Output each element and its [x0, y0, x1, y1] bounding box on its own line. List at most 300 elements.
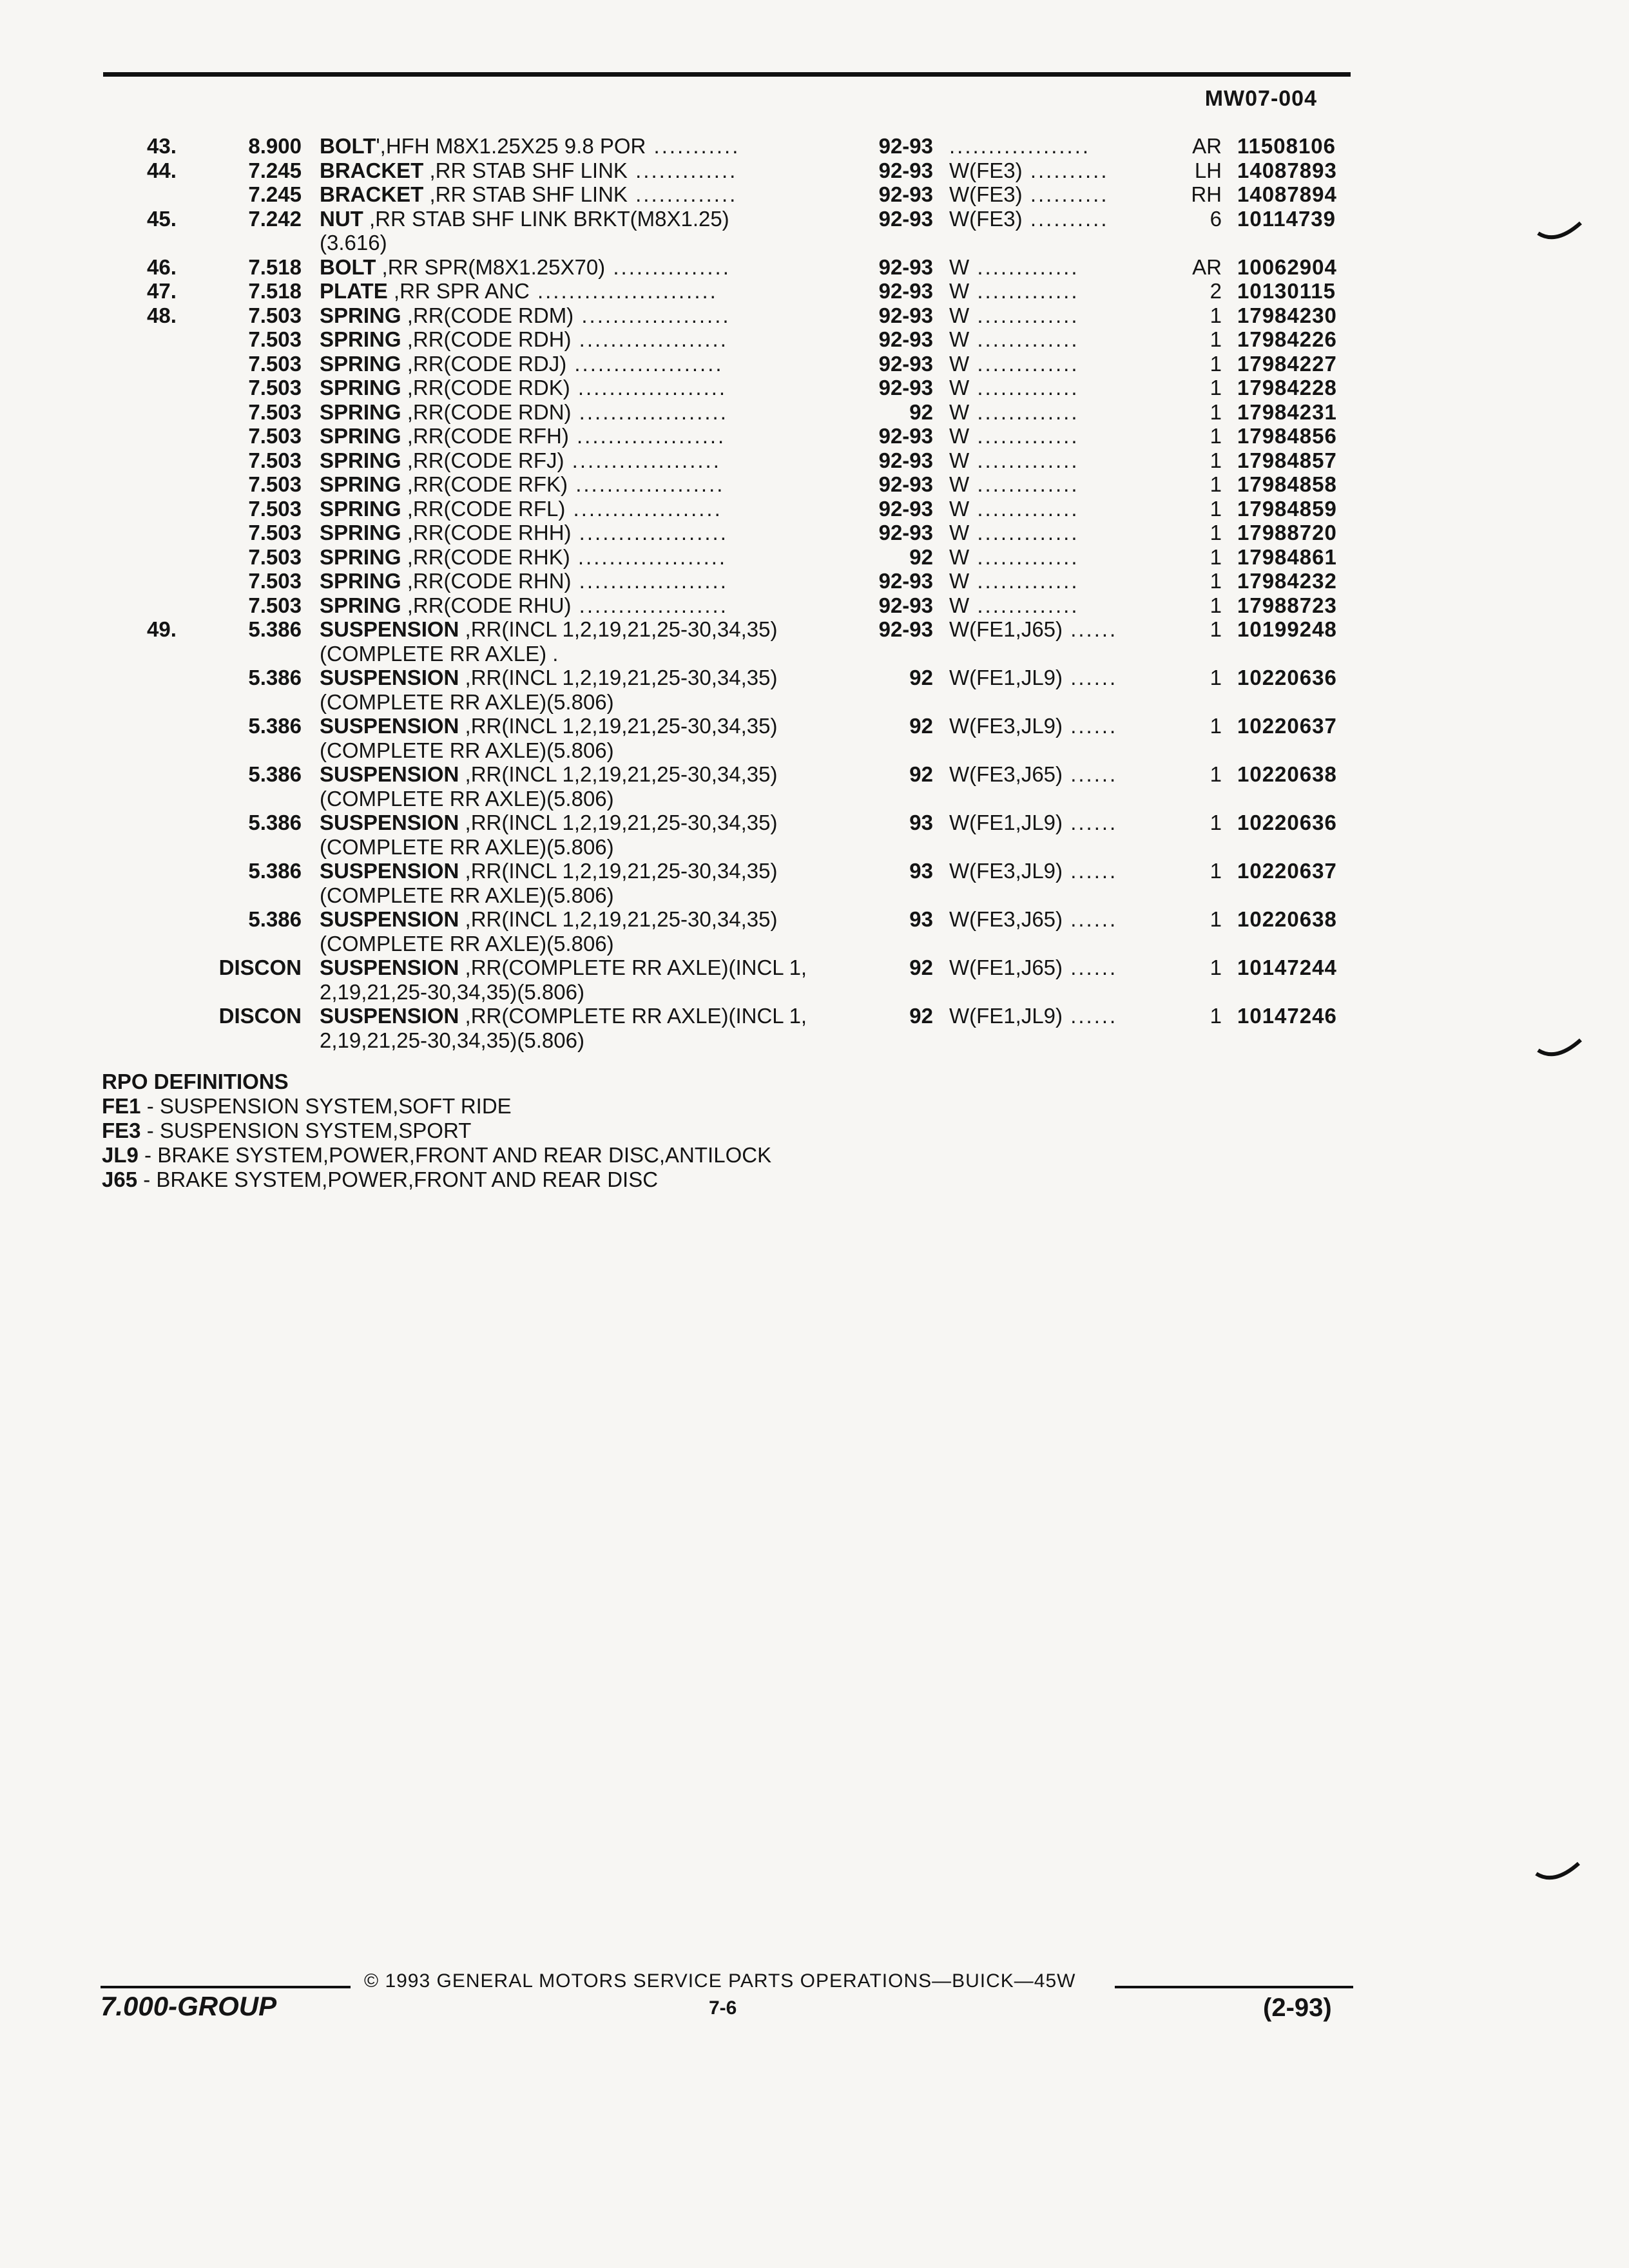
- group-number: 5.386: [248, 714, 302, 738]
- part-description: [320, 352, 845, 376]
- item-number: 48.: [147, 303, 177, 327]
- leader-dots: .............: [969, 496, 1079, 521]
- option-code: W: [949, 376, 970, 399]
- group-number: DISCON: [218, 956, 302, 979]
- option-code: W(FE3): [949, 206, 1023, 231]
- leader-dots: ...................: [571, 593, 728, 617]
- leader-dots: ..........: [1022, 158, 1109, 182]
- usage-option: [949, 303, 1168, 328]
- part-detail: ,RR STAB SHF LINK: [423, 158, 628, 182]
- model-years: 92-93: [878, 182, 933, 206]
- leader-dots: .............: [969, 593, 1079, 617]
- option-code: W: [949, 448, 970, 472]
- model-years: 92: [909, 544, 933, 569]
- model-years: 92-93: [878, 593, 933, 617]
- item-number: 44.: [147, 158, 177, 182]
- leader-dots: .............: [969, 521, 1079, 544]
- leader-dots: ..................: [949, 134, 1091, 158]
- part-number: 14087893: [1237, 158, 1337, 182]
- item-number: 47.: [147, 279, 177, 303]
- part-name: BOLT: [320, 134, 376, 158]
- group-number: 7.503: [248, 544, 302, 569]
- footer-group: 7.000-GROUP: [101, 1991, 277, 2021]
- part-number: 14087894: [1237, 182, 1337, 206]
- part-name: SPRING: [320, 351, 401, 376]
- usage-option: [949, 207, 1168, 231]
- part-detail-continued: (COMPLETE RR AXLE)(5.806): [320, 834, 614, 859]
- leader-dots: ..........: [1022, 206, 1109, 231]
- model-years: 92: [909, 956, 933, 979]
- parts-row: [0, 859, 1629, 907]
- parts-row: [0, 714, 1629, 762]
- footer-copyright: © 1993 GENERAL MOTORS SERVICE PARTS OPERATIONS—BUICK—45W: [364, 1970, 1076, 1992]
- part-description: [320, 521, 845, 545]
- quantity: 1: [1210, 424, 1222, 448]
- option-code: W(FE1,J65): [949, 617, 1063, 641]
- leader-dots: .............: [969, 327, 1079, 351]
- parts-row: [0, 811, 1629, 859]
- leader-dots: ......: [1063, 666, 1118, 689]
- model-years: 92-93: [878, 521, 933, 544]
- usage-option: [949, 956, 1168, 980]
- quantity: 1: [1210, 617, 1222, 641]
- leader-dots: .............: [969, 472, 1079, 496]
- group-number: 7.503: [248, 448, 302, 472]
- part-detail: ,RR(CODE RHN): [401, 569, 572, 593]
- part-description: [320, 907, 845, 956]
- quantity: 1: [1210, 351, 1222, 376]
- part-name: SPRING: [320, 569, 401, 593]
- leader-dots: .............: [969, 448, 1079, 472]
- leader-dots: ...............: [605, 255, 731, 279]
- quantity: 1: [1210, 666, 1222, 689]
- part-detail: ,RR(INCL 1,2,19,21,25-30,34,35): [459, 762, 778, 786]
- part-number: 10220638: [1237, 907, 1337, 931]
- group-number: 7.503: [248, 472, 302, 496]
- part-detail-continued: (COMPLETE RR AXLE)(5.806): [320, 883, 614, 907]
- rpo-item: FE3 - SUSPENSION SYSTEM,SPORT: [102, 1119, 472, 1142]
- option-code: W: [949, 424, 970, 448]
- part-number: 17984226: [1237, 327, 1337, 351]
- quantity: 1: [1210, 327, 1222, 351]
- group-number: 8.900: [248, 134, 302, 158]
- quantity: AR: [1192, 255, 1222, 279]
- part-description: [320, 448, 845, 473]
- option-code: W: [949, 279, 970, 303]
- part-name: SPRING: [320, 424, 401, 448]
- parts-row: [0, 1004, 1629, 1052]
- model-years: 93: [909, 811, 933, 834]
- part-detail: ,RR(CODE RDK): [401, 376, 570, 399]
- part-name: SPRING: [320, 521, 401, 544]
- group-number: 7.503: [248, 376, 302, 399]
- quantity: 1: [1210, 811, 1222, 834]
- model-years: 92-93: [878, 327, 933, 351]
- part-number: 17984856: [1237, 424, 1337, 448]
- part-detail: ,RR(INCL 1,2,19,21,25-30,34,35): [459, 617, 778, 641]
- usage-option: [949, 448, 1168, 473]
- part-name: SUSPENSION: [320, 859, 459, 883]
- usage-option: [949, 593, 1168, 618]
- quantity: 1: [1210, 569, 1222, 593]
- option-code: W(FE3,J65): [949, 762, 1063, 786]
- leader-dots: .............: [969, 399, 1079, 424]
- part-description: [320, 545, 845, 570]
- model-years: 92-93: [878, 472, 933, 496]
- part-description: [320, 472, 845, 497]
- part-number: 17984228: [1237, 376, 1337, 399]
- part-detail: ,RR(INCL 1,2,19,21,25-30,34,35): [459, 666, 778, 689]
- quantity: 6: [1210, 206, 1222, 231]
- option-code: W: [949, 327, 970, 351]
- model-years: 93: [909, 859, 933, 883]
- part-detail: ,RR(CODE RHH): [401, 521, 572, 544]
- part-number: 17988723: [1237, 593, 1337, 617]
- parts-row: [0, 521, 1629, 545]
- quantity: 1: [1210, 859, 1222, 883]
- part-description: [320, 859, 845, 907]
- rpo-title: RPO DEFINITIONS: [102, 1070, 289, 1093]
- leader-dots: ...................: [565, 496, 722, 521]
- group-number: 7.503: [248, 424, 302, 448]
- model-years: 92: [909, 399, 933, 424]
- check-mark-icon: [1537, 219, 1582, 245]
- quantity: 1: [1210, 496, 1222, 521]
- part-description: [320, 134, 845, 159]
- part-description: [320, 207, 845, 255]
- group-number: 7.518: [248, 255, 302, 279]
- parts-row: [0, 569, 1629, 593]
- leader-dots: .............: [627, 158, 738, 182]
- item-number: 45.: [147, 206, 177, 231]
- group-number: 7.503: [248, 569, 302, 593]
- part-name: SPRING: [320, 327, 401, 351]
- rpo-item: JL9 - BRAKE SYSTEM,POWER,FRONT AND REAR DISC,ANTILOCK: [102, 1143, 772, 1167]
- parts-row: [0, 907, 1629, 956]
- part-detail-continued: 2,19,21,25-30,34,35)(5.806): [320, 1028, 584, 1052]
- quantity: 1: [1210, 521, 1222, 544]
- check-mark-icon: [1537, 1036, 1582, 1062]
- usage-option: [949, 569, 1168, 593]
- item-number: 49.: [147, 617, 177, 641]
- part-name: NUT: [320, 206, 363, 231]
- group-number: 7.503: [248, 303, 302, 327]
- group-number: 5.386: [248, 762, 302, 786]
- part-name: PLATE: [320, 279, 388, 303]
- group-number: 5.386: [248, 907, 302, 931]
- part-detail: ,RR(CODE RDN): [401, 399, 572, 424]
- part-detail: ,RR SPR(M8X1.25X70): [376, 255, 606, 279]
- leader-dots: ...................: [570, 376, 728, 399]
- part-detail: ,RR(CODE RDJ): [401, 351, 567, 376]
- group-number: 5.386: [248, 859, 302, 883]
- leader-dots: .......................: [529, 279, 718, 303]
- part-number: 10220636: [1237, 666, 1337, 689]
- leader-dots: ......: [1063, 811, 1118, 834]
- part-description: [320, 327, 845, 352]
- leader-dots: .............: [627, 182, 738, 206]
- option-code: W: [949, 255, 970, 279]
- usage-option: [949, 859, 1168, 883]
- usage-option: [949, 134, 1168, 159]
- part-number: 10130115: [1237, 279, 1336, 303]
- option-code: W: [949, 593, 970, 617]
- parts-row: [0, 207, 1629, 255]
- usage-option: [949, 182, 1168, 207]
- part-name: SUSPENSION: [320, 762, 459, 786]
- part-name: SUSPENSION: [320, 956, 459, 979]
- parts-row: [0, 400, 1629, 425]
- part-number: 17984858: [1237, 472, 1337, 496]
- option-code: W: [949, 472, 970, 496]
- option-code: W: [949, 399, 970, 424]
- part-number: 10220636: [1237, 811, 1337, 834]
- page-number: 7-6: [709, 1997, 737, 2019]
- quantity: 1: [1210, 1004, 1222, 1028]
- part-detail: ,RR(CODE RFK): [401, 472, 568, 496]
- part-detail-continued: (COMPLETE RR AXLE)(5.806): [320, 689, 614, 714]
- group-number: 7.245: [248, 182, 302, 206]
- part-name: SPRING: [320, 448, 401, 472]
- usage-option: [949, 255, 1168, 280]
- group-number: 7.503: [248, 521, 302, 544]
- group-number: 7.503: [248, 327, 302, 351]
- usage-option: [949, 907, 1168, 932]
- model-years: 92-93: [878, 448, 933, 472]
- part-detail-continued: (COMPLETE RR AXLE)(5.806): [320, 738, 614, 762]
- group-number: 7.503: [248, 593, 302, 617]
- group-number: 5.386: [248, 666, 302, 689]
- part-description: [320, 182, 845, 207]
- usage-option: [949, 811, 1168, 835]
- leader-dots: .............: [969, 424, 1079, 448]
- part-description: [320, 159, 845, 183]
- item-number: 43.: [147, 134, 177, 158]
- footer-date: (2-93): [1263, 1994, 1332, 2022]
- part-description: [320, 279, 845, 303]
- parts-row: [0, 448, 1629, 473]
- part-detail: ,RR(CODE RHU): [401, 593, 572, 617]
- part-number: 10062904: [1237, 255, 1337, 279]
- footer-rule-left: [101, 1986, 351, 1988]
- parts-row: [0, 159, 1629, 183]
- part-description: [320, 569, 845, 593]
- model-years: 92-93: [878, 206, 933, 231]
- part-description: [320, 303, 845, 328]
- top-rule: [103, 72, 1351, 77]
- usage-option: [949, 376, 1168, 400]
- option-code: W(FE1,JL9): [949, 811, 1063, 834]
- parts-row: [0, 545, 1629, 570]
- leader-dots: ...................: [574, 303, 731, 327]
- part-detail: ,RR(INCL 1,2,19,21,25-30,34,35): [459, 811, 778, 834]
- model-years: 92-93: [878, 496, 933, 521]
- group-number: 7.242: [248, 206, 302, 231]
- parts-row: [0, 134, 1629, 159]
- leader-dots: .............: [969, 376, 1079, 399]
- group-number: 7.518: [248, 279, 302, 303]
- part-name: BRACKET: [320, 158, 424, 182]
- part-name: SUSPENSION: [320, 1004, 459, 1028]
- parts-row: [0, 424, 1629, 448]
- part-description: [320, 617, 845, 666]
- model-years: 92-93: [878, 376, 933, 399]
- part-detail: ,RR(INCL 1,2,19,21,25-30,34,35): [459, 859, 778, 883]
- part-detail: ,RR(COMPLETE RR AXLE)(INCL 1,: [459, 956, 807, 979]
- part-number: 17988720: [1237, 521, 1337, 544]
- option-code: W(FE3,JL9): [949, 714, 1063, 738]
- leader-dots: ......: [1063, 1004, 1118, 1028]
- part-detail: ,RR(CODE RHK): [401, 544, 570, 569]
- usage-option: [949, 352, 1168, 376]
- quantity: 1: [1210, 448, 1222, 472]
- quantity: 1: [1210, 762, 1222, 786]
- quantity: 1: [1210, 907, 1222, 931]
- leader-dots: ...................: [568, 472, 725, 496]
- leader-dots: ......: [1063, 617, 1118, 641]
- parts-row: [0, 352, 1629, 376]
- part-name: SPRING: [320, 472, 401, 496]
- option-code: W: [949, 303, 970, 327]
- quantity: 1: [1210, 376, 1222, 399]
- usage-option: [949, 617, 1168, 642]
- leader-dots: ...................: [566, 351, 724, 376]
- leader-dots: ......: [1063, 956, 1118, 979]
- option-code: W(FE1,JL9): [949, 1004, 1063, 1028]
- part-number: 17984861: [1237, 544, 1337, 569]
- option-code: W: [949, 544, 970, 569]
- parts-row: [0, 593, 1629, 618]
- leader-dots: .............: [969, 279, 1079, 303]
- group-number: 5.386: [248, 811, 302, 834]
- part-detail-continued: (3.616): [320, 231, 387, 255]
- leader-dots: ...................: [571, 521, 728, 544]
- part-number: 10147246: [1237, 1004, 1337, 1028]
- footer-rule-right: [1115, 1986, 1353, 1988]
- part-name: SUSPENSION: [320, 811, 459, 834]
- part-description: [320, 593, 845, 618]
- part-name: SUSPENSION: [320, 617, 459, 641]
- leader-dots: ......: [1063, 762, 1118, 786]
- option-code: W(FE1,J65): [949, 956, 1063, 979]
- option-code: W: [949, 496, 970, 521]
- part-detail: ',HFH M8X1.25X25 9.8 POR: [376, 134, 646, 158]
- usage-option: [949, 521, 1168, 545]
- quantity: 1: [1210, 472, 1222, 496]
- group-number: 7.503: [248, 399, 302, 424]
- group-number: 7.503: [248, 496, 302, 521]
- part-number: 17984859: [1237, 496, 1337, 521]
- quantity: 1: [1210, 544, 1222, 569]
- quantity: 1: [1210, 593, 1222, 617]
- part-number: 11508106: [1237, 134, 1336, 158]
- part-detail: ,RR(CODE RDH): [401, 327, 572, 351]
- part-number: 10220637: [1237, 859, 1337, 883]
- leader-dots: ......: [1063, 714, 1118, 738]
- part-description: [320, 714, 845, 762]
- model-years: 92-93: [878, 424, 933, 448]
- parts-row: [0, 303, 1629, 328]
- usage-option: [949, 472, 1168, 497]
- leader-dots: .............: [969, 569, 1079, 593]
- part-detail: ,RR(CODE RFL): [401, 496, 566, 521]
- model-years: 92: [909, 1004, 933, 1028]
- part-description: [320, 811, 845, 859]
- leader-dots: ...................: [568, 424, 726, 448]
- usage-option: [949, 762, 1168, 787]
- leader-dots: .............: [969, 351, 1079, 376]
- part-detail-continued: (COMPLETE RR AXLE)(5.806): [320, 931, 614, 956]
- quantity: AR: [1192, 134, 1222, 158]
- usage-option: [949, 1004, 1168, 1028]
- leader-dots: ...................: [570, 544, 728, 569]
- group-number: 7.245: [248, 158, 302, 182]
- part-name: SUSPENSION: [320, 666, 459, 689]
- part-number: 10220637: [1237, 714, 1337, 738]
- rpo-item: FE1 - SUSPENSION SYSTEM,SOFT RIDE: [102, 1094, 512, 1118]
- part-detail: ,RR(COMPLETE RR AXLE)(INCL 1,: [459, 1004, 807, 1028]
- model-years: 92-93: [878, 255, 933, 279]
- parts-row: [0, 472, 1629, 497]
- group-number: 7.503: [248, 351, 302, 376]
- part-detail: ,RR(CODE RDM): [401, 303, 574, 327]
- part-detail: ,RR(INCL 1,2,19,21,25-30,34,35): [459, 907, 778, 931]
- parts-row: [0, 327, 1629, 352]
- usage-option: [949, 424, 1168, 448]
- part-detail: ,RR(CODE RFH): [401, 424, 569, 448]
- leader-dots: .............: [969, 544, 1079, 569]
- model-years: 92: [909, 714, 933, 738]
- parts-row: [0, 376, 1629, 400]
- usage-option: [949, 497, 1168, 521]
- parts-row: [0, 666, 1629, 714]
- option-code: W: [949, 521, 970, 544]
- leader-dots: ......: [1063, 907, 1118, 931]
- model-years: 92-93: [878, 158, 933, 182]
- leader-dots: .............: [969, 303, 1079, 327]
- part-description: [320, 666, 845, 714]
- part-name: SUSPENSION: [320, 907, 459, 931]
- part-detail-continued: 2,19,21,25-30,34,35)(5.806): [320, 979, 584, 1004]
- leader-dots: .............: [969, 255, 1079, 279]
- group-number: 5.386: [248, 617, 302, 641]
- leader-dots: ...................: [571, 327, 728, 351]
- parts-row: [0, 497, 1629, 521]
- rpo-item: J65 - BRAKE SYSTEM,POWER,FRONT AND REAR DISC: [102, 1168, 659, 1191]
- model-years: 92-93: [878, 303, 933, 327]
- parts-row: [0, 279, 1629, 303]
- part-detail-continued: (COMPLETE RR AXLE) .: [320, 641, 559, 666]
- part-detail: ,RR STAB SHF LINK: [423, 182, 628, 206]
- usage-option: [949, 400, 1168, 425]
- leader-dots: ...................: [571, 569, 728, 593]
- part-name: SUSPENSION: [320, 714, 459, 738]
- part-description: [320, 424, 845, 448]
- part-name: BRACKET: [320, 182, 424, 206]
- check-mark-icon: [1535, 1860, 1580, 1885]
- part-name: BOLT: [320, 255, 376, 279]
- part-name: SPRING: [320, 544, 401, 569]
- option-code: W(FE3,JL9): [949, 859, 1063, 883]
- option-code: W: [949, 569, 970, 593]
- rpo-definitions: [102, 1070, 771, 1192]
- part-detail: ,RR(CODE RFJ): [401, 448, 564, 472]
- model-years: 92-93: [878, 134, 933, 158]
- model-years: 93: [909, 907, 933, 931]
- leader-dots: ..........: [1022, 182, 1109, 206]
- parts-row: [0, 956, 1629, 1004]
- quantity: 1: [1210, 303, 1222, 327]
